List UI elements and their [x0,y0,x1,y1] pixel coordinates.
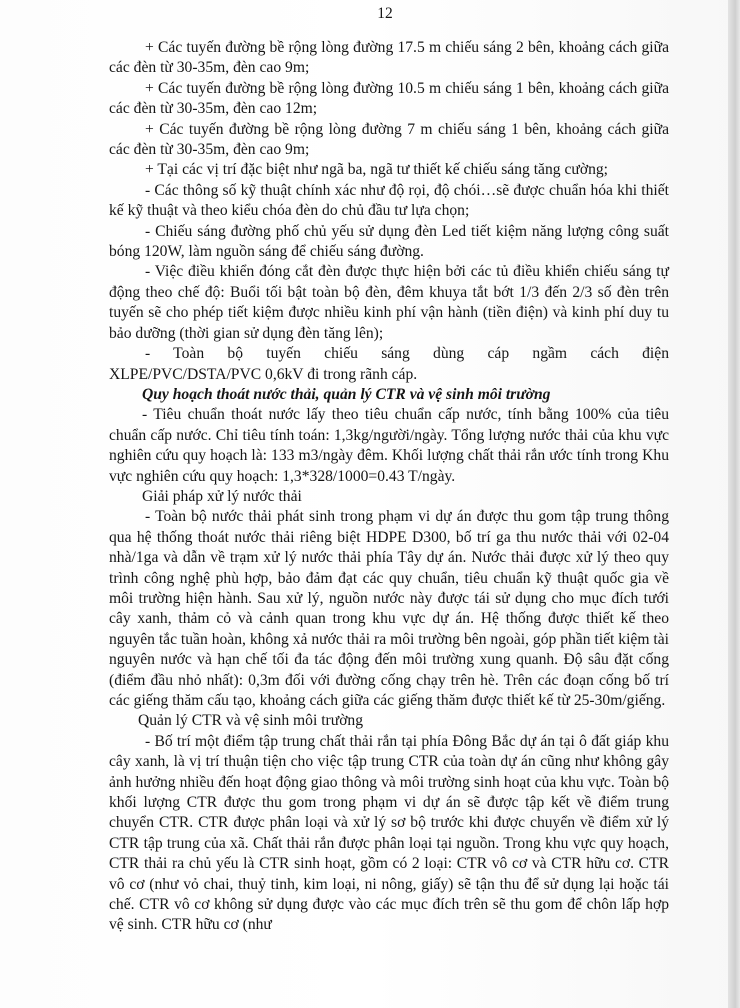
page-number: 12 [377,5,393,22]
lighting-item-17-5m: + Các tuyến đường bề rộng lòng đường 17.5 m chiếu sáng 2 bên, khoảng cách giữa các đèn từ 30-35m, đèn cao 9m; [109,39,669,77]
lighting-control: - Việc điều khiển đóng cắt đèn được thực hiện bởi các tủ điều khiển chiếu sáng tự động theo chế độ: Buổi tối bật toàn bộ đèn, đêm khuya tắt bớt 1/3 đến 2/3 số đèn trên tuyến sẽ cho phép tiết kiệm được nhiều kinh phí vận hành (tiền điện) và kinh phí duy tu bảo dưỡng (thời gian sử dụng đèn tăng lên); [109,263,669,342]
lighting-cable-line1: - Toàn bộ tuyến chiếu sáng dùng cáp ngầm cách điện [145,345,669,363]
lighting-item-7m: + Các tuyến đường bề rộng lòng đường 7 m chiếu sáng 1 bên, khoảng cách giữa các đèn từ 30-35m, đèn cao 9m; [109,120,669,159]
solid-waste-body: - Bố trí một điểm tập trung chất thải rắn tại phía Đông Bắc dự án tại ô đất giáp khu cây xanh, là vị trí thuận tiện cho việc tập trung CTR của toàn dự án cũng như không gây ảnh hưởng nhiều đến hoạt động giao thông và môi trường sinh hoạt của khu vực. Toàn bộ khối lượng CTR được thu gom trong phạm vi dự án sẽ được tập kết về điểm trung chuyển CTR. CTR được phân loại và xử lý sơ bộ trước khi được chuyển về điểm xử lý CTR tập trung của xã. Chất thải rắn được phân loại tại nguồn. Trong khu vực quy hoạch, CTR thải ra chủ yếu là CTR sinh hoạt, gồm có 2 loại: CTR vô cơ và CTR hữu cơ. CTR vô cơ (như vỏ chai, thuỷ tinh, kim loại, ni nông, giấy) sẽ tận thu để sử dụng lại hoặc tái chế. CTR vô cơ không sử dụng được vào các mục đích trên sẽ thu gom để chôn lấp hợp vệ sinh. CTR hữu cơ (như [109,732,669,934]
lighting-cable-line2: XLPE/PVC/DSTA/PVC 0,6kV đi trong rãnh cáp. [109,365,418,383]
section-heading-wastewater: Quy hoạch thoát nước thải, quản lý CTR và vệ sinh môi trường [142,385,551,403]
page-edge-shadow [728,0,740,1008]
lighting-led-lamps: - Chiếu sáng đường phố chủ yếu sử dụng đèn Led tiết kiệm năng lượng công suất bóng 120W, làm nguồn sáng để chiếu sáng đường. [109,222,669,261]
subheading-wastewater-solution: Giải pháp xử lý nước thải [142,487,302,505]
wastewater-solution-body: - Toàn bộ nước thải phát sinh trong phạm vi dự án được thu gom tập trung thông qua hệ thống thoát nước thải riêng biệt HDPE D300, bố trí ga thu nước thải với 02-04 nhà/1ga và dẫn về trạm xử lý nước thải phía Tây dự án. Nước thải được xử lý theo quy trình công nghệ phù hợp, bảo đảm đạt các quy chuẩn, tiêu chuẩn kỹ thuật quốc gia về môi trường hiện hành. Sau xử lý, nguồn nước này được tái sử dụng cho mục đích tưới cây xanh, thảm cỏ và cảnh quan trong khu vực dự án. Hệ thống được thiết kế theo nguyên tắc tuần hoàn, không xả nước thải ra môi trường bên ngoài, góp phần tiết kiệm tài nguyên nước và hạn chế tối đa tác động đến môi trường xung quanh. Độ sâu đặt cống (điểm đầu nhỏ nhất): 0,3m đối với đường cống chạy trên hè. Trên các đoạn cống bố trí các giếng thăm cấu tạo, khoảng cách giữa các giếng thăm được thiết kế từ 25-30m/giếng. [109,508,669,709]
page-body [109,38,669,936]
lighting-item-10-5m: + Các tuyến đường bề rộng lòng đường 10.5 m chiếu sáng 1 bên, khoảng cách giữa các đèn từ 30-35m, đèn cao 12m; [109,79,669,118]
lighting-technical-specs: - Các thông số kỹ thuật chính xác như độ rọi, độ chói…sẽ được chuẩn hóa khi thiết kế kỹ thuật và theo kiểu chóa đèn do chủ đầu tư lựa chọn; [109,181,669,220]
wastewater-standards: - Tiêu chuẩn thoát nước lấy theo tiêu chuẩn cấp nước, tính bằng 100% của tiêu chuẩn cấp nước. Chỉ tiêu tính toán: 1,3kg/người/ngày. Tổng lượng nước thải của khu vực nghiên cứu quy hoạch là: 133 m3/ngày đêm. Khối lượng chất thải rắn ước tính trong Khu vực nghiên cứu quy hoạch: 1,3*328/1000=0.43 T/ngày. [109,406,669,485]
subheading-solid-waste: Quản lý CTR và vệ sinh môi trường [138,712,364,730]
lighting-item-intersections: + Tại các vị trí đặc biệt như ngã ba, ngã tư thiết kế chiếu sáng tăng cường; [145,161,608,179]
